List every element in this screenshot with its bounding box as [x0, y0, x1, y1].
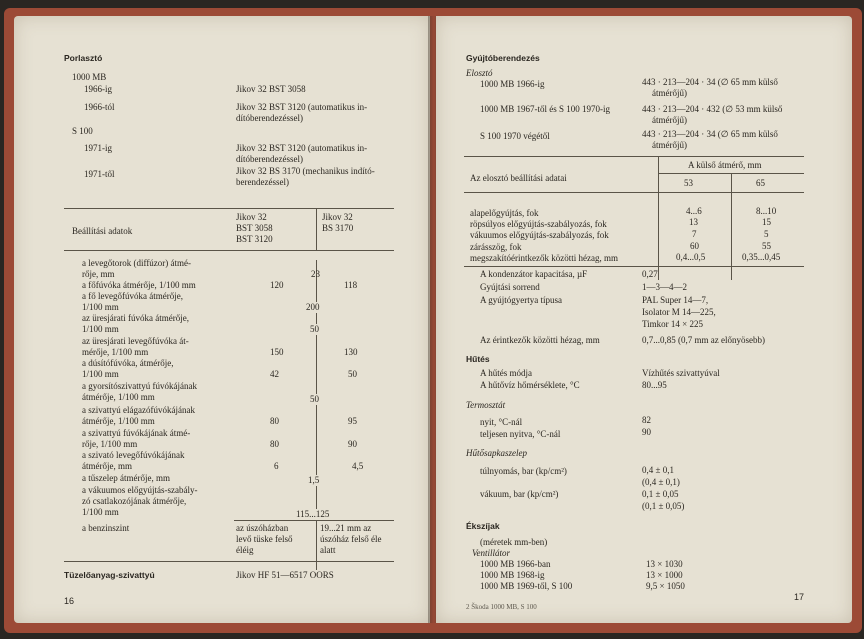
dist-cell: 13	[689, 217, 698, 227]
row-value: 13 × 1030	[646, 559, 683, 569]
row-label: 1971-ig	[84, 143, 112, 153]
dist-header-rule	[464, 192, 804, 193]
section-title-gyujto: Gyújtóberendezés	[466, 53, 540, 63]
row-value: Jikov 32 BST 3120 (automatikus in-	[236, 143, 368, 153]
page-number: 16	[64, 596, 75, 606]
table-cell: 1,5	[308, 475, 320, 485]
table-header-label: Beállítási adatok	[72, 226, 133, 236]
row-label: 1966-tól	[84, 102, 115, 112]
row-value: 13 × 1000	[646, 570, 683, 580]
row-value: dítóberendezéssel)	[236, 154, 303, 164]
table-row-label: a szivattyú elágazófúvókájának	[82, 405, 195, 415]
row-label: Az érintkezők közötti hézag, mm	[480, 335, 600, 345]
row-label: A hűtés módja	[480, 368, 532, 378]
dist-row-label: röpsúlyos előgyújtás-szabályozás, fok	[470, 219, 607, 229]
footnote: 2 Škoda 1000 MB, S 100	[466, 603, 537, 611]
row-label: A gyújtógyertya típusa	[480, 295, 562, 305]
section-title-ekszijak: Ékszíjak	[466, 521, 500, 531]
table-cell: 50	[310, 324, 319, 334]
table-row-label: átmérője, mm	[82, 461, 132, 471]
row-value: 1—3—4—2	[642, 282, 687, 292]
subsection-hutosapkaszelep: Hűtősapkaszelep	[466, 448, 527, 458]
dist-col-header: 65	[756, 178, 765, 188]
row-label: A hűtővíz hőmérséklete, °C	[480, 380, 580, 390]
table-cell: 90	[348, 439, 357, 449]
table-row-label: a szivató levegőfúvókájának	[82, 450, 185, 460]
row-label: 1000 MB 1966-ig	[480, 79, 545, 89]
table-row-label: 1/100 mm	[82, 302, 119, 312]
row-value: 80...95	[642, 380, 667, 390]
row-value: Timkor 14 × 225	[642, 319, 704, 329]
row-value: Jikov 32 BST 3058	[236, 84, 306, 94]
row-value: átmérőjű)	[652, 88, 687, 98]
dist-col-divider-2	[731, 173, 732, 280]
table-cell: 118	[344, 280, 358, 290]
table-cell: úszóház felső éle	[320, 534, 382, 544]
benzinszint-rule	[234, 520, 394, 521]
table-row-label: rője, 1/100 mm	[82, 439, 138, 449]
row-label: túlnyomás, bar (kp/cm²)	[480, 466, 567, 476]
row-value: Isolator M 14—225,	[642, 307, 716, 317]
dist-col-header: 53	[684, 178, 693, 188]
table-cell: 150	[270, 347, 284, 357]
table-cell: 80	[270, 416, 279, 426]
table-row-label: zó csatlakozójának átmérője,	[82, 496, 187, 506]
row-label: 1000 MB 1969-től, S 100	[480, 581, 573, 591]
table-row-label: a vákuumos előgyújtás-szabály-	[82, 485, 198, 495]
dist-cell: 7	[692, 229, 697, 239]
row-label: Gyújtási sorrend	[480, 282, 540, 292]
dist-table-top-rule	[464, 156, 804, 157]
subsection-eloszto: Elosztó	[466, 68, 493, 78]
dist-cell: 4...6	[686, 206, 702, 216]
dist-cell: 0,4...0,5	[676, 252, 706, 262]
table-cell: 19...21 mm az	[320, 523, 372, 533]
page-number: 17	[794, 592, 805, 602]
row-value: 0,7...0,85 (0,7 mm az előnyösebb)	[642, 335, 765, 345]
table-bottom-rule	[64, 561, 394, 562]
subsection-termosztat: Termosztát	[466, 400, 506, 410]
row-value: 82	[642, 415, 651, 425]
table-row-label: átmérője, 1/100 mm	[82, 416, 155, 426]
subsection-ventillator: Ventillátor	[472, 548, 510, 558]
fuel-pump-value: Jikov HF 51—6517 OORS	[236, 570, 334, 580]
model-1000mb: 1000 MB	[72, 72, 107, 82]
row-value: átmérőjű)	[652, 140, 687, 150]
units-note: (méretek mm-ben)	[480, 537, 548, 547]
table-row-label: mérője, 1/100 mm	[82, 347, 149, 357]
row-value: PAL Super 14—7,	[642, 295, 709, 305]
col-header: BS 3170	[322, 223, 354, 233]
table-cell: levő tüske felső	[236, 534, 293, 544]
dist-row-label: zárásszög, fok	[470, 242, 522, 252]
row-value: Jikov 32 BS 3170 (mechanikus indító-	[236, 166, 375, 176]
row-value: 0,27	[642, 269, 658, 279]
row-value: 0,4 ± 0,1	[642, 465, 674, 475]
table-row-label: a levegőtorok (diffúzor) átmé-	[82, 258, 192, 268]
dist-row-label: vákuumos előgyújtás-szabályozás, fok	[470, 230, 609, 240]
col-header: Jikov 32	[236, 212, 267, 222]
right-page	[436, 16, 852, 623]
table-cell: 115...125	[296, 509, 330, 519]
table-row-label: 1/100 mm	[82, 507, 119, 517]
left-page	[14, 16, 430, 623]
row-label: A kondenzátor kapacitása, µF	[480, 269, 588, 279]
table-cell: 6	[274, 461, 279, 471]
table-cell: 50	[310, 394, 319, 404]
row-value: átmérőjű)	[652, 115, 687, 125]
table-cell: éléig	[236, 545, 254, 555]
table-row-label: a benzinszint	[82, 523, 130, 533]
table-cell: 4,5	[352, 461, 364, 471]
dist-col-divider	[658, 156, 659, 280]
dist-row-label: alapelőgyújtás, fok	[470, 208, 539, 218]
table-cell: 95	[348, 416, 357, 426]
dist-row-label: megszakítóérintkezők közötti hézag, mm	[470, 253, 618, 263]
table-row-label: átmérője, 1/100 mm	[82, 392, 155, 402]
table-row-label: a tűszelep átmérője, mm	[82, 473, 170, 483]
fuel-pump-label: Tüzelőanyag-szivattyú	[64, 570, 155, 580]
table-cell: 50	[348, 369, 357, 379]
row-value: berendezéssel)	[236, 177, 289, 187]
table-row-label: a szivattyú fúvókájának átmé-	[82, 428, 191, 438]
table-cell: az úszóházban	[236, 523, 289, 533]
row-value: 443 · 213—204 · 34 (∅ 65 mm külső	[642, 129, 778, 139]
table-row-label: rője, mm	[82, 269, 115, 279]
table-header-rule	[64, 250, 394, 251]
model-s100: S 100	[72, 126, 93, 136]
row-value: 443 · 213—204 · 432 (∅ 53 mm külső	[642, 104, 783, 114]
table-row-label: a dúsítófúvóka, átmérője,	[82, 358, 174, 368]
row-value: (0,4 ± 0,1)	[642, 477, 680, 487]
row-value: 0,1 ± 0,05	[642, 489, 679, 499]
table-row-label: a fő levegőfúvóka átmérője,	[82, 291, 183, 301]
table-cell: 42	[270, 369, 279, 379]
col-header: BST 3058	[236, 223, 273, 233]
row-value: dítóberendezéssel)	[236, 113, 303, 123]
dist-cell: 0,35...0,45	[742, 252, 781, 262]
row-value: Vízhűtés szivattyúval	[642, 368, 720, 378]
row-value: 9,5 × 1050	[646, 581, 685, 591]
row-label: nyit, °C-nál	[480, 417, 523, 427]
row-value: Jikov 32 BST 3120 (automatikus in-	[236, 102, 368, 112]
dist-cell: 60	[690, 241, 699, 251]
section-title-hutes: Hűtés	[466, 354, 490, 364]
col-header: Jikov 32	[322, 212, 353, 222]
table-row-label: a főfúvóka átmérője, 1/100 mm	[82, 280, 196, 290]
dist-bottom-rule	[464, 266, 804, 267]
table-cell: alatt	[320, 545, 336, 555]
dist-cell: 8...10	[756, 206, 777, 216]
col-header: BST 3120	[236, 234, 273, 244]
table-cell: 200	[306, 302, 320, 312]
dist-cell: 55	[762, 241, 771, 251]
table-cell: 80	[270, 439, 279, 449]
table-cell: 120	[270, 280, 284, 290]
row-label: 1000 MB 1966-ban	[480, 559, 551, 569]
table-row-label: 1/100 mm	[82, 369, 119, 379]
table-row-label: a gyorsítószivattyú fúvókájának	[82, 381, 197, 391]
row-label: 1971-től	[84, 169, 115, 179]
dist-group-header: A külső átmérő, mm	[688, 160, 762, 170]
table-row-label: az üresjárati fúvóka átmérője,	[82, 313, 189, 323]
row-label: teljesen nyitva, °C-nál	[480, 429, 561, 439]
table-cell: 23	[311, 269, 320, 279]
row-label: 1966-ig	[84, 84, 112, 94]
dist-table-header-label: Az elosztó beállítási adatai	[470, 173, 567, 183]
dist-cell: 5	[764, 229, 769, 239]
row-label: 1000 MB 1967-től és S 100 1970-ig	[480, 104, 611, 114]
row-value: 90	[642, 427, 651, 437]
table-top-rule	[64, 208, 394, 209]
row-label: 1000 MB 1968-ig	[480, 570, 545, 580]
section-title-porlaszto: Porlasztó	[64, 53, 103, 63]
table-row-label: 1/100 mm	[82, 324, 119, 334]
row-label: S 100 1970 végétől	[480, 131, 550, 141]
table-row-label: az üresjárati levegőfúvóka át-	[82, 336, 189, 346]
header-col-divider	[316, 208, 317, 250]
dist-cell: 15	[762, 217, 771, 227]
row-value: 443 · 213—204 · 34 (∅ 65 mm külső	[642, 77, 778, 87]
table-cell: 130	[344, 347, 358, 357]
row-label: vákuum, bar (kp/cm²)	[480, 489, 559, 499]
row-value: (0,1 ± 0,05)	[642, 501, 685, 511]
